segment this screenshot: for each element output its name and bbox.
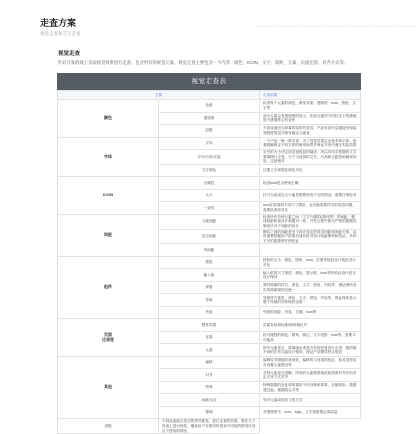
- description-cell: 检查icon是否使用正确: [260, 177, 361, 190]
- table-row: [58, 356, 361, 369]
- table-title: 视觉走查表: [57, 73, 361, 90]
- table-row: [58, 137, 361, 150]
- table-row: [58, 319, 361, 332]
- category-cell: 页面 还原度: [58, 319, 159, 357]
- item-cell: 字体: [159, 137, 260, 150]
- page-subtitle: 视觉走查和交互走查: [40, 31, 81, 36]
- category-cell: 间距: [58, 214, 159, 256]
- item-cell: 导航: [159, 294, 260, 307]
- section-description: 针对开发的线上页面视觉效果进行走查。包含所有的视觉元素。视觉走查主要包含一下内容：颜色、ICON、文字、间距、元素、页面还原、对齐方式等。: [58, 60, 349, 65]
- description-cell: 各种元素是否清晰，所有的元素要都规范和按照对齐后的多定对齐方式对齐: [260, 369, 361, 382]
- page-title: 走查方案: [40, 18, 77, 28]
- description-cell: 输入框的尺寸规范、颜色、提示框、icon等的验证设计是否设计保持: [260, 269, 361, 282]
- category-cell: 组件: [58, 256, 159, 319]
- table-row: [58, 177, 361, 190]
- table-row: [58, 214, 361, 229]
- page-header: [40, 18, 380, 44]
- item-cell: 页边间距: [159, 229, 260, 244]
- item-cell: 还原: [159, 331, 260, 344]
- header-cell-main: 主要: [58, 91, 260, 100]
- item-cell: 内间距: [159, 244, 260, 257]
- description-cell: 页面布局和标准/图形稿比对: [260, 319, 361, 332]
- table-row: [58, 419, 361, 434]
- item-cell: 色值: [159, 100, 260, 113]
- item-cell: 文字颜色: [159, 164, 260, 177]
- description-cell: 一个产品一般一种字体，为了视觉效果会出现多种字体，但要明确规定不同字体的使用场景并保证开发中遵守实际效果: [260, 137, 361, 150]
- description-cell: 验对元素或的动力的方式: [260, 394, 361, 407]
- description-cell: 注重文字深度及颜色对比: [260, 164, 361, 177]
- description-cell: icon在屏幕和不同尺寸情况，也可能需要样式的视觉问题，需要检查和对比: [260, 202, 361, 215]
- description-cell: 列表的间距、内容、分割、icon等: [260, 306, 361, 319]
- category-cell: 字体: [58, 137, 159, 177]
- description-cell: 横向之间的间距是至少设计规定的视觉间距和间距关系，由时需要根据用户屏幕自适应时对设计间距保持和验证，多种不多的需要做仔细验证: [260, 229, 361, 244]
- description-cell: 不同设备能否是否统界导要表，进行走查的时候，要在几个设备上进行检验，避免用户在使用时看到不同检的情况应适应下使用的情况: [159, 419, 260, 434]
- item-cell: 字号/行高/字距: [159, 150, 260, 165]
- item-cell: 元素间距: [159, 214, 260, 229]
- description-cell: 导航样式规范，颜色、文字，按钮、内容等，保证保所显示整个导航的导体保持还统一: [260, 294, 361, 307]
- description-cell: 检查每个元素的颜色、渐变效果、透明度、icon、按钮、文字等: [260, 100, 361, 113]
- item-cell: 对齐: [159, 369, 260, 382]
- description-cell: 特殊数据的验证和屏幕的不同分辨率屏幕，在横屏形，数据超过溢、极端组合式等: [260, 381, 361, 394]
- description-cell: 部分元素会有透明度的显示，比如元素的不同状态下的透明度不透明度会有变化: [260, 112, 361, 125]
- item-cell: 整体效果: [159, 319, 260, 332]
- item-cell: 透明度: [159, 112, 260, 125]
- item-cell: 一致性: [159, 202, 260, 215]
- description-cell: [260, 244, 361, 257]
- item-cell: 动画/反应: [159, 394, 260, 407]
- header-cell-standard: 走查说明: [260, 91, 361, 100]
- description-cell: 按钮的大小、颜色、圆角、icon、位置等检验设计规范进行对比: [260, 256, 361, 269]
- table-header-row: [58, 91, 361, 100]
- category-cell: ICON: [58, 177, 159, 215]
- item-cell: 弹窗: [159, 281, 260, 294]
- section-title: 视觉走查: [58, 51, 81, 57]
- item-cell: 输入框: [159, 269, 260, 282]
- item-cell: 正确性: [159, 177, 260, 190]
- description-cell: 细节元素是否、屏幕画出来是否在按回是进行走查，数的图不到的在有元素设计保持，保证产品整体符合规范: [260, 344, 361, 357]
- item-cell: 层级: [159, 125, 260, 138]
- description-cell: 不同设备因为屏幕的原因有差异，产品有设计层级接受和接受程度的层次相对稳定元素表: [260, 125, 361, 138]
- description-cell: 对强调的中，icon、logo，文字需要保证高质量: [260, 406, 361, 419]
- visual-check-table: [57, 73, 361, 434]
- item-cell: 大小: [159, 189, 260, 202]
- table-row: [58, 256, 361, 269]
- item-cell: 特殊: [159, 381, 260, 394]
- description-cell: 检对流程的颜色、圆角、描边、文字投影、icon等，需要尽可能高: [260, 331, 361, 344]
- description-cell: 偏移检对图板的表现处，偏移的与回看的验证，检对没有检对设置元素情况等: [260, 356, 361, 369]
- description-cell: 检查所有各种元素之间（文字/分隔线/按钮等）的间距，横线间距和视设计数据对一致，开发过程中最为严格的数据控制设计对于间距的设计: [260, 214, 361, 229]
- item-cell: 适配: [58, 419, 159, 434]
- category-cell: 颜色: [58, 100, 159, 138]
- item-cell: 强调: [159, 406, 260, 419]
- table-row: [58, 100, 361, 113]
- description-cell: 针对当前设定大小偏差需要使用不当的情况，需要仔细检对: [260, 189, 361, 202]
- item-cell: 偏移: [159, 356, 260, 369]
- category-cell: 其他: [58, 356, 159, 419]
- description-cell: 字号的大小决定视觉表现层的阅读，所以对同点预期的文字要重调行走查，与于当前屏的文字，行高和字距影响阅读体验，注意相对: [260, 150, 361, 165]
- check-table: [57, 90, 361, 434]
- decorative-dots: [255, 25, 420, 28]
- item-cell: 列表: [159, 306, 260, 319]
- description-cell: 弹对弹窗的样式，颜色、文字、按钮、内容等、保证弹所发告的弹窗保持还统一: [260, 281, 361, 294]
- item-cell: 按钮: [159, 256, 260, 269]
- item-cell: 元素: [159, 344, 260, 357]
